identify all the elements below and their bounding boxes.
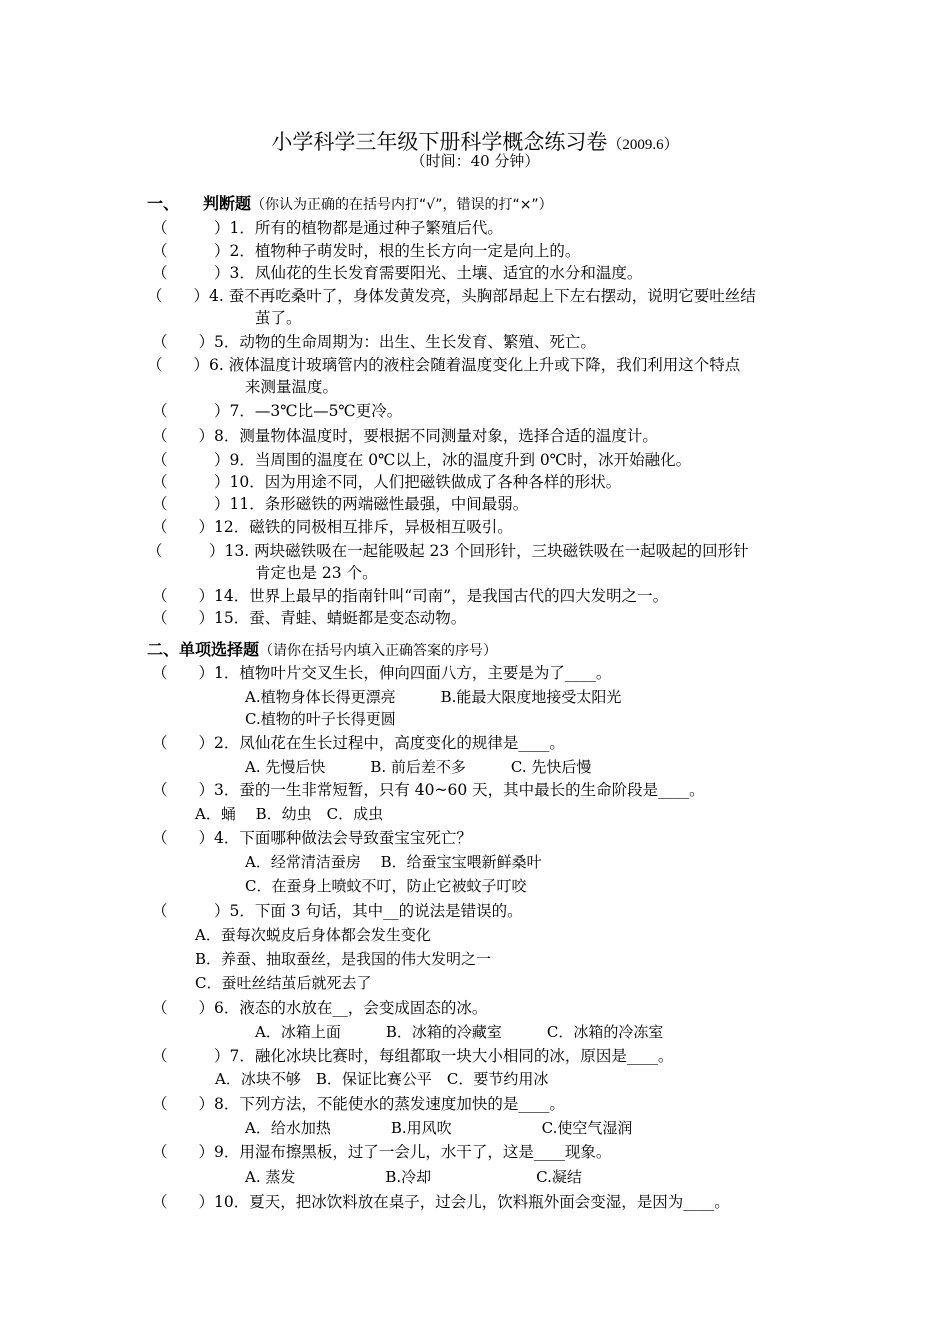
question-line: （ ）1．所有的植物都是通过种子繁殖后代。 <box>152 219 503 237</box>
question-line: （ ）15．蚕、青蛙、蜻蜓都是变态动物。 <box>152 609 467 627</box>
answer-options: C.植物的叶子长得更圆 <box>245 710 396 728</box>
question-line: （ ）4. 蚕不再吃桑叶了，身体发黄发亮，头胸部昂起上下左右摆动，说明它要吐丝结 <box>147 287 756 305</box>
question-line: （ ）7．—3℃比—5℃更冷。 <box>152 402 403 420</box>
answer-options: A．经常清洁蚕房 B．给蚕宝宝喂新鲜桑叶 <box>245 853 542 871</box>
section-note: （请你在括号内填入正确答案的序号） <box>259 643 498 659</box>
question-line: （ ）1．植物叶片交叉生长，伸向四面八方，主要是为了____。 <box>152 664 612 682</box>
question-line: （ ）3．凤仙花的生长发育需要阳光、土壤、适宜的水分和温度。 <box>152 264 643 282</box>
time-limit: （时间：40 分钟） <box>410 152 540 170</box>
question-line: （ ）11．条形磁铁的两端磁性最强，中间最弱。 <box>152 495 529 513</box>
title-date: （2009.6） <box>607 137 679 153</box>
question-line: （ ）6. 液体温度计玻璃管内的液柱会随着温度变化上升或下降，我们利用这个特点 <box>147 356 741 374</box>
question-line: （ ）9．用湿布擦黑板，过了一会儿，水干了，这是____现象。 <box>152 1143 612 1161</box>
section-heading-judgement: 一、 判断题（你认为正确的在括号内打“√”，错误的打“×”） <box>147 194 553 213</box>
answer-options: B．养蚕、抽取蚕丝，是我国的伟大发明之一 <box>195 950 492 968</box>
answer-options: C．蚕吐丝结茧后就死去了 <box>195 974 372 992</box>
title-text: 小学科学三年级下册科学概念练习卷 <box>271 130 608 154</box>
question-line: （ ）6．液态的水放在__，会变成固态的冰。 <box>152 999 488 1017</box>
answer-options: A．给水加热 B.用风吹 C.使空气湿润 <box>245 1119 633 1137</box>
answer-options: A.植物身体长得更漂亮 B.能最大限度地接受太阳光 <box>245 688 622 706</box>
answer-options: A．蛹 B．幼虫 C．成虫 <box>195 805 384 823</box>
question-line: （ ）12．磁铁的同极相互排斥，异极相互吸引。 <box>152 518 513 536</box>
question-line-continued: 来测量温度。 <box>245 378 339 396</box>
question-line: （ ）9．当周围的温度在 0℃以上，冰的温度升到 0℃时，冰开始融化。 <box>152 451 692 469</box>
question-line: （ ）7．融化冰块比赛时，每组都取一块大小相同的冰，原因是____。 <box>152 1047 674 1065</box>
question-line: （ ）13. 两块磁铁吸在一起能吸起 23 个回形针，三块磁铁吸在一起吸起的回形针 <box>147 542 749 560</box>
section-heading-choice: 二、单项选择题（请你在括号内填入正确答案的序号） <box>147 640 498 659</box>
question-line: （ ）8．测量物体温度时，要根据不同测量对象，选择合适的温度计。 <box>152 427 658 445</box>
question-line: （ ）5．下面 3 句话，其中__的说法是错误的。 <box>152 902 523 920</box>
answer-options: A. 蒸发 B.冷却 C.凝结 <box>245 1168 582 1186</box>
question-line: （ ）4．下面哪种做法会导致蚕宝宝死亡？ <box>152 829 472 847</box>
section-note: （你认为正确的在括号内打“√”，错误的打“×”） <box>251 197 553 213</box>
answer-options: C．在蚕身上喷蚊不叮，防止它被蚊子叮咬 <box>245 877 527 895</box>
answer-options: A．蚕每次蜕皮后身体都会发生变化 <box>195 926 431 944</box>
question-line: （ ）5．动物的生命周期为：出生、生长发育、繁殖、死亡。 <box>152 333 596 351</box>
question-line: （ ）10．因为用途不同，人们把磁铁做成了各种各样的形状。 <box>152 473 622 491</box>
question-line: （ ）14．世界上最早的指南针叫“司南”，是我国古代的四大发明之一。 <box>152 587 669 605</box>
question-line-continued: 肯定也是 23 个。 <box>255 564 378 582</box>
question-line: （ ）2．凤仙花在生长过程中，高度变化的规律是____。 <box>152 734 565 752</box>
question-line: （ ）3．蚕的一生非常短暂，只有 40~60 天，其中最长的生命阶段是____。 <box>152 781 705 799</box>
answer-options: A．冰箱上面 B．冰箱的冷藏室 C．冰箱的冷冻室 <box>255 1023 664 1041</box>
question-line: （ ）10．夏天，把冰饮料放在桌子，过会儿，饮料瓶外面会变湿，是因为____。 <box>152 1193 730 1211</box>
question-line: （ ）2．植物种子萌发时，根的生长方向一定是向上的。 <box>152 242 581 260</box>
answer-options: A．冰块不够 B．保证比赛公平 C．要节约用冰 <box>215 1070 549 1088</box>
question-line: （ ）8．下列方法，不能使水的蒸发速度加快的是____。 <box>152 1095 565 1113</box>
question-line-continued: 茧了。 <box>255 309 302 327</box>
answer-options: A. 先慢后快 B. 前后差不多 C. 先快后慢 <box>245 758 592 776</box>
